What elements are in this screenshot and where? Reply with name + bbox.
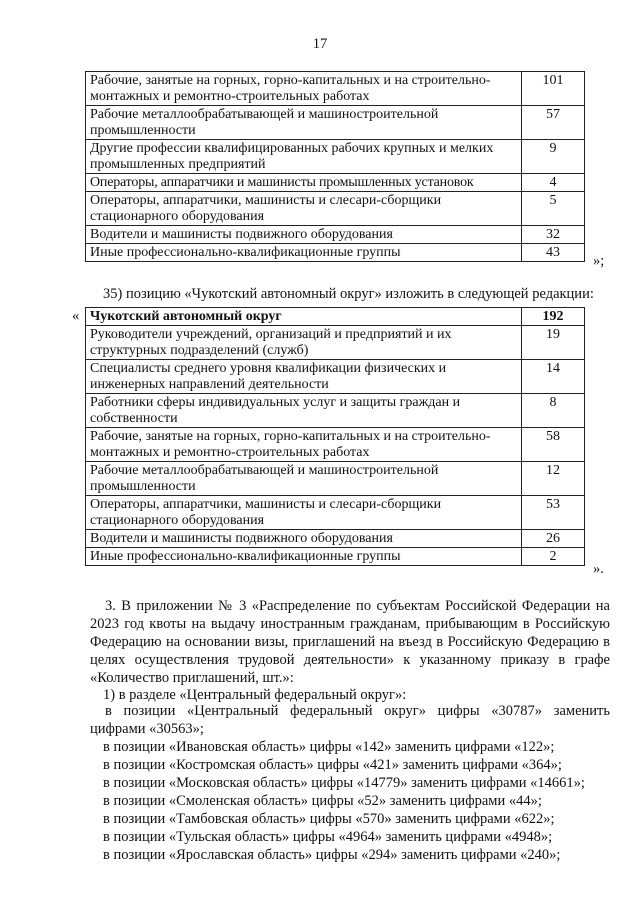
replacement-line: в позиции «Костромская область» цифры «421» заменить цифрами «364»; — [103, 757, 562, 773]
subsection-1-line: 1) в разделе «Центральный федеральный округ»: — [103, 687, 407, 703]
table-cell-value: 12 — [522, 462, 585, 496]
replacement-line: в позиции «Тульская область» цифры «4964» заменить цифрами «4948»; — [103, 829, 553, 845]
table-row — [86, 106, 585, 140]
table-row — [86, 428, 585, 462]
table-cell-value: 192 — [522, 308, 585, 326]
quota-table-continued — [85, 71, 585, 262]
table-cell-label: Рабочие металлообрабатывающей и машиностроительной промышленности — [86, 462, 522, 496]
chukotka-table — [85, 307, 585, 566]
table-cell-label: Руководители учреждений, организаций и предприятий и их структурных подразделений (служб) — [86, 326, 522, 360]
table-row — [86, 174, 585, 192]
table-cell-label: Иные профессионально-квалификационные группы — [86, 244, 522, 262]
table-cell-label: Рабочие металлообрабатывающей и машиностроительной промышленности — [86, 106, 522, 140]
table-row — [86, 308, 585, 326]
table-cell-value: 57 — [522, 106, 585, 140]
section-3-paragraph: 3. В приложении № 3 «Распределение по субъектам Российской Федерации на 2023 год квоты на выдачу иностранным гражданам, прибывающим в Российскую Федерацию на основании визы, приглашений на въезд в Российскую Федерацию в целях осуществления трудовой деятельности» к указанному приказу в графе «Количество приглашений, шт.»: — [90, 598, 610, 686]
table-row — [86, 192, 585, 226]
table-cell-value: 53 — [522, 496, 585, 530]
table-row — [86, 530, 585, 548]
closing-quote-mark: ». — [593, 561, 604, 577]
table-cell-label: Водители и машинисты подвижного оборудования — [86, 530, 522, 548]
table-row — [86, 548, 585, 566]
table-cell-label: Операторы, аппаратчики, машинисты и слесари-сборщики стационарного оборудования — [86, 496, 522, 530]
table-cell-label: Другие профессии квалифицированных рабочих крупных и мелких промышленных предприятий — [86, 140, 522, 174]
table-cell-value: 9 — [522, 140, 585, 174]
table-cell-label: Операторы, аппаратчики, машинисты и слесари-сборщики стационарного оборудования — [86, 192, 522, 226]
table-row — [86, 140, 585, 174]
table-row — [86, 360, 585, 394]
replacement-line: в позиции «Ивановская область» цифры «142» заменить цифрами «122»; — [103, 739, 555, 755]
table-row — [86, 394, 585, 428]
table-row — [86, 326, 585, 360]
replacement-line: в позиции «Ярославская область» цифры «294» заменить цифрами «240»; — [103, 847, 561, 863]
table-cell-value: 8 — [522, 394, 585, 428]
replacement-line: в позиции «Смоленская область» цифры «52» заменить цифрами «44»; — [103, 793, 542, 809]
table-cell-value: 32 — [522, 226, 585, 244]
table-cell-value: 2 — [522, 548, 585, 566]
table-cell-value: 5 — [522, 192, 585, 226]
table-row — [86, 72, 585, 106]
table-row — [86, 244, 585, 262]
opening-quote-mark: « — [72, 308, 80, 324]
page-number: 17 — [312, 36, 328, 52]
table-row — [86, 226, 585, 244]
table-cell-label: Рабочие, занятые на горных, горно-капитальных и на строительно-монтажных и ремонтно-строительных работах — [86, 72, 522, 106]
closing-quote-mark: »; — [593, 253, 605, 269]
replacement-line: в позиции «Тамбовская область» цифры «570» заменить цифрами «622»; — [103, 811, 555, 827]
table-row — [86, 496, 585, 530]
table-cell-value: 14 — [522, 360, 585, 394]
table-cell-value: 43 — [522, 244, 585, 262]
table-cell-label: Работники сферы индивидуальных услуг и защиты граждан и собственности — [86, 394, 522, 428]
table-cell-value: 19 — [522, 326, 585, 360]
table-cell-value: 101 — [522, 72, 585, 106]
central-district-line: в позиции «Центральный федеральный округ» цифры «30787» заменить цифрами «30563»; — [90, 703, 610, 737]
table-cell-value: 58 — [522, 428, 585, 462]
table-cell-label: Специалисты среднего уровня квалификации физических и инженерных направлений деятельности — [86, 360, 522, 394]
table-cell-value: 26 — [522, 530, 585, 548]
table-cell-label: Рабочие, занятые на горных, горно-капитальных и на строительно-монтажных и ремонтно-строительных работах — [86, 428, 522, 462]
item-35-text: 35) позицию «Чукотский автономный округ» изложить в следующей редакции: — [103, 286, 594, 302]
table-cell-label: Операторы, аппаратчики и машинисты промышленных установок — [86, 174, 522, 192]
table-row — [86, 462, 585, 496]
table-cell-label: Водители и машинисты подвижного оборудования — [86, 226, 522, 244]
table-cell-label: Иные профессионально-квалификационные группы — [86, 548, 522, 566]
table-cell-label: Чукотский автономный округ — [86, 308, 522, 326]
table-cell-value: 4 — [522, 174, 585, 192]
replacement-line: в позиции «Московская область» цифры «14779» заменить цифрами «14661»; — [103, 775, 585, 791]
